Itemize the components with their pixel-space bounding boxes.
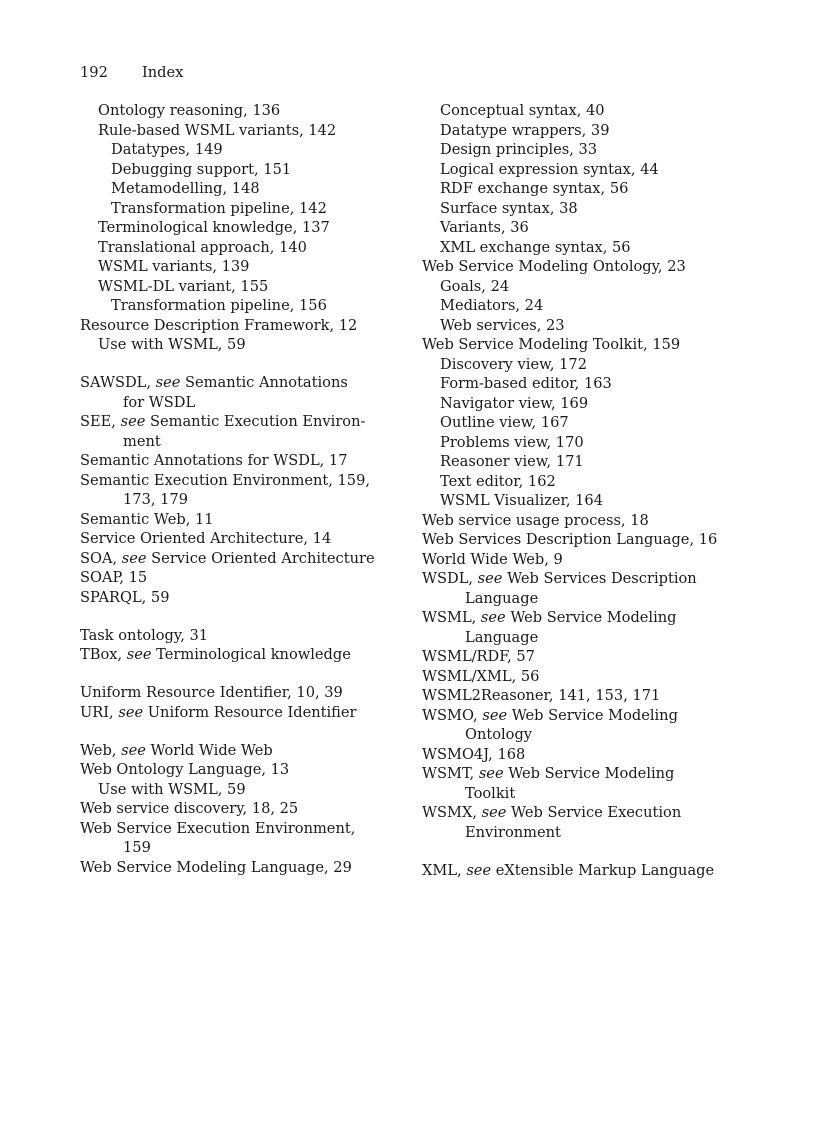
- entry-text: WSML-DL variant, 155: [98, 277, 269, 295]
- index-gap: [80, 355, 400, 374]
- see-reference-target: Uniform Resource Identifier: [143, 703, 357, 721]
- index-gap: [422, 842, 752, 861]
- index-entry: [80, 568, 400, 588]
- index-subentry: [80, 199, 400, 219]
- index-column-left: [80, 101, 400, 877]
- index-subentry: [80, 140, 400, 160]
- index-subentry: [422, 238, 752, 258]
- entry-text: Web Service Modeling Language, 29: [80, 858, 352, 876]
- index-entry: [80, 588, 400, 608]
- index-subentry: [422, 316, 752, 336]
- entry-text: for WSDL: [123, 393, 196, 411]
- index-subentry: [422, 394, 752, 414]
- index-entry: [80, 858, 400, 878]
- index-subentry: [422, 433, 752, 453]
- index-subentry: [422, 452, 752, 472]
- entry-text: WSDL,: [422, 570, 478, 587]
- see-reference-target: Semantic Execution Environ-: [145, 413, 366, 430]
- entry-text: SPARQL, 59: [80, 588, 170, 606]
- entry-text: WSML Visualizer, 164: [440, 492, 603, 509]
- entry-text: Problems view, 170: [440, 433, 584, 451]
- entry-text: Navigator view, 169: [440, 394, 589, 412]
- entry-text: Reasoner view, 171: [440, 453, 584, 470]
- see-reference-target: Web Service Modeling: [507, 706, 678, 724]
- index-subentry: [80, 121, 400, 141]
- index-entry: [80, 683, 400, 703]
- entry-text: 173, 179: [123, 491, 188, 508]
- index-subentry: [80, 160, 400, 180]
- entry-text: Resource Description Framework, 12: [80, 316, 358, 334]
- entry-text: XML,: [422, 861, 467, 879]
- index-gap: [80, 722, 400, 741]
- see-reference-target: Terminological knowledge: [151, 646, 351, 663]
- index-subentry: [422, 121, 752, 141]
- index-column-right: [422, 101, 752, 880]
- entry-text: Variants, 36: [440, 219, 529, 236]
- entry-text: WSML/RDF, 57: [422, 648, 535, 665]
- entry-text: WSML variants, 139: [98, 258, 250, 275]
- entry-text: Metamodelling, 148: [111, 180, 260, 197]
- index-entry: [80, 471, 400, 491]
- entry-text: Translational approach, 140: [98, 238, 307, 256]
- index-entry: [80, 412, 400, 432]
- index-entry: [80, 819, 400, 839]
- index-subentry: [422, 160, 752, 180]
- index-entry-continuation: [422, 784, 752, 804]
- entry-text: Surface syntax, 38: [440, 199, 578, 217]
- index-entry: [80, 549, 400, 569]
- index-subentry: [422, 413, 752, 433]
- entry-text: Form-based editor, 163: [440, 375, 612, 392]
- index-subentry: [80, 179, 400, 199]
- index-entry: [80, 529, 400, 549]
- entry-text: Rule-based WSML variants, 142: [98, 121, 337, 139]
- entry-text: Semantic Web, 11: [80, 510, 214, 528]
- running-head: [80, 62, 183, 84]
- entry-text: Logical expression syntax, 44: [440, 160, 659, 178]
- index-gap: [80, 665, 400, 684]
- index-entry: [422, 608, 752, 628]
- entry-text: URI,: [80, 703, 119, 721]
- entry-text: Environment: [465, 823, 561, 841]
- entry-text: Uniform Resource Identifier, 10, 39: [80, 684, 343, 701]
- entry-text: SOAP, 15: [80, 569, 148, 586]
- index-subentry: [80, 296, 400, 316]
- index-entry: [422, 550, 752, 570]
- entry-text: SOA,: [80, 549, 122, 567]
- entry-text: WSML2Reasoner, 141, 153, 171: [422, 687, 661, 704]
- index-entry: [80, 451, 400, 471]
- entry-text: Semantic Execution Environment, 159,: [80, 471, 371, 489]
- entry-text: Use with WSML, 59: [98, 780, 246, 798]
- entry-text: TBox,: [80, 646, 127, 663]
- entry-text: Transformation pipeline, 142: [111, 199, 327, 217]
- see-reference-label: see: [121, 549, 147, 567]
- index-entry: [422, 764, 752, 784]
- index-entry-continuation: [422, 725, 752, 745]
- index-subentry: [422, 296, 752, 316]
- index-subentry: [80, 218, 400, 238]
- entry-text: World Wide Web, 9: [422, 550, 563, 568]
- entry-text: Semantic Annotations for WSDL, 17: [80, 452, 348, 469]
- entry-text: Language: [465, 628, 539, 646]
- index-entry: [80, 760, 400, 780]
- index-entry: [422, 530, 752, 550]
- entry-text: WSMO,: [422, 706, 483, 724]
- entry-text: Web,: [80, 741, 122, 759]
- entry-text: WSMO4J, 168: [422, 745, 526, 763]
- entry-text: WSML,: [422, 609, 481, 626]
- entry-text: Web service discovery, 18, 25: [80, 800, 299, 817]
- index-subentry: [80, 257, 400, 277]
- entry-text: Web Services Description Language, 16: [422, 531, 718, 548]
- index-entry: [80, 799, 400, 819]
- entry-text: Toolkit: [465, 784, 516, 802]
- index-subentry: [422, 140, 752, 160]
- index-subentry: [80, 277, 400, 297]
- index-subentry: [422, 218, 752, 238]
- index-subentry: [80, 335, 400, 355]
- entry-text: Service Oriented Architecture, 14: [80, 530, 332, 547]
- index-entry: [80, 316, 400, 336]
- index-entry: [422, 861, 752, 881]
- entry-text: SAWSDL,: [80, 374, 156, 391]
- index-subentry: [422, 374, 752, 394]
- index-subentry: [80, 101, 400, 121]
- entry-text: Web Service Modeling Ontology, 23: [422, 258, 686, 275]
- entry-text: XML exchange syntax, 56: [440, 238, 631, 256]
- entry-text: Outline view, 167: [440, 414, 569, 431]
- see-reference-label: see: [121, 741, 146, 759]
- see-reference-label: see: [466, 861, 492, 879]
- see-reference-label: see: [478, 765, 504, 782]
- entry-text: Debugging support, 151: [111, 160, 292, 178]
- entry-text: Ontology reasoning, 136: [98, 102, 281, 119]
- index-gap: [80, 607, 400, 626]
- index-entry-continuation: [80, 838, 400, 858]
- index-entry: [422, 257, 752, 277]
- entry-text: Datatype wrappers, 39: [440, 121, 610, 139]
- index-entry: [80, 373, 400, 393]
- index-subentry: [80, 780, 400, 800]
- index-entry: [422, 745, 752, 765]
- see-reference-target: Web Service Execution: [506, 804, 682, 821]
- entry-text: Web service usage process, 18: [422, 511, 649, 529]
- entry-text: SEE,: [80, 413, 121, 430]
- see-reference-target: World Wide Web: [145, 741, 273, 759]
- see-reference-target: Web Services Description: [502, 570, 697, 587]
- entry-text: Web Service Modeling Toolkit, 159: [422, 336, 681, 353]
- see-reference-label: see: [155, 374, 181, 391]
- index-subentry: [422, 277, 752, 297]
- index-entry: [80, 626, 400, 646]
- index-entry: [422, 511, 752, 531]
- index-subentry: [422, 179, 752, 199]
- entry-text: WSMT,: [422, 765, 479, 782]
- entry-text: Text editor, 162: [440, 472, 556, 490]
- index-subentry: [422, 199, 752, 219]
- index-entry: [422, 569, 752, 589]
- section-title: Index: [142, 64, 184, 81]
- index-subentry: [422, 472, 752, 492]
- index-entry: [80, 703, 400, 723]
- see-reference-label: see: [477, 570, 503, 587]
- entry-text: ment: [123, 432, 161, 450]
- index-subentry: [422, 101, 752, 121]
- entry-text: RDF exchange syntax, 56: [440, 180, 629, 197]
- index-entry: [422, 335, 752, 355]
- entry-text: Use with WSML, 59: [98, 336, 246, 353]
- see-reference-label: see: [118, 703, 144, 721]
- index-entry-continuation: [80, 393, 400, 413]
- index-entry: [422, 667, 752, 687]
- index-entry-continuation: [422, 589, 752, 609]
- entry-text: Web Ontology Language, 13: [80, 761, 290, 778]
- entry-text: Discovery view, 172: [440, 355, 587, 373]
- index-entry: [422, 706, 752, 726]
- see-reference-target: Web Service Modeling: [503, 765, 675, 782]
- see-reference-label: see: [480, 609, 506, 626]
- index-subentry: [80, 238, 400, 258]
- entry-text: Goals, 24: [440, 277, 510, 295]
- page-number: 192: [80, 64, 108, 81]
- see-reference-target: eXtensible Markup Language: [491, 861, 715, 879]
- index-entry: [422, 803, 752, 823]
- entry-text: WSML/XML, 56: [422, 667, 540, 685]
- index-entry: [422, 686, 752, 706]
- entry-text: Language: [465, 589, 539, 607]
- see-reference-target: Web Service Modeling: [505, 609, 677, 626]
- index-entry: [80, 645, 400, 665]
- entry-text: Web Service Execution Environment,: [80, 819, 356, 837]
- entry-text: Design principles, 33: [440, 141, 598, 158]
- entry-text: 159: [123, 839, 151, 856]
- entry-text: Web services, 23: [440, 316, 565, 334]
- see-reference-label: see: [120, 413, 146, 430]
- entry-text: Datatypes, 149: [111, 141, 223, 158]
- index-entry: [80, 510, 400, 530]
- entry-text: Terminological knowledge, 137: [98, 219, 330, 236]
- index-entry: [422, 647, 752, 667]
- see-reference-target: Service Oriented Architecture: [146, 549, 375, 567]
- index-entry-continuation: [80, 490, 400, 510]
- see-reference-label: see: [481, 804, 507, 821]
- entry-text: Transformation pipeline, 156: [111, 297, 327, 314]
- entry-text: WSMX,: [422, 804, 482, 821]
- index-entry-continuation: [422, 628, 752, 648]
- index-entry-continuation: [422, 823, 752, 843]
- entry-text: Ontology: [465, 726, 533, 743]
- index-entry: [80, 741, 400, 761]
- entry-text: Conceptual syntax, 40: [440, 102, 605, 119]
- see-reference-label: see: [126, 646, 152, 663]
- see-reference-label: see: [482, 706, 508, 724]
- entry-text: Mediators, 24: [440, 297, 544, 314]
- index-subentry: [422, 355, 752, 375]
- index-subentry: [422, 491, 752, 511]
- entry-text: Task ontology, 31: [80, 626, 209, 644]
- index-entry-continuation: [80, 432, 400, 452]
- see-reference-target: Semantic Annotations: [180, 374, 348, 391]
